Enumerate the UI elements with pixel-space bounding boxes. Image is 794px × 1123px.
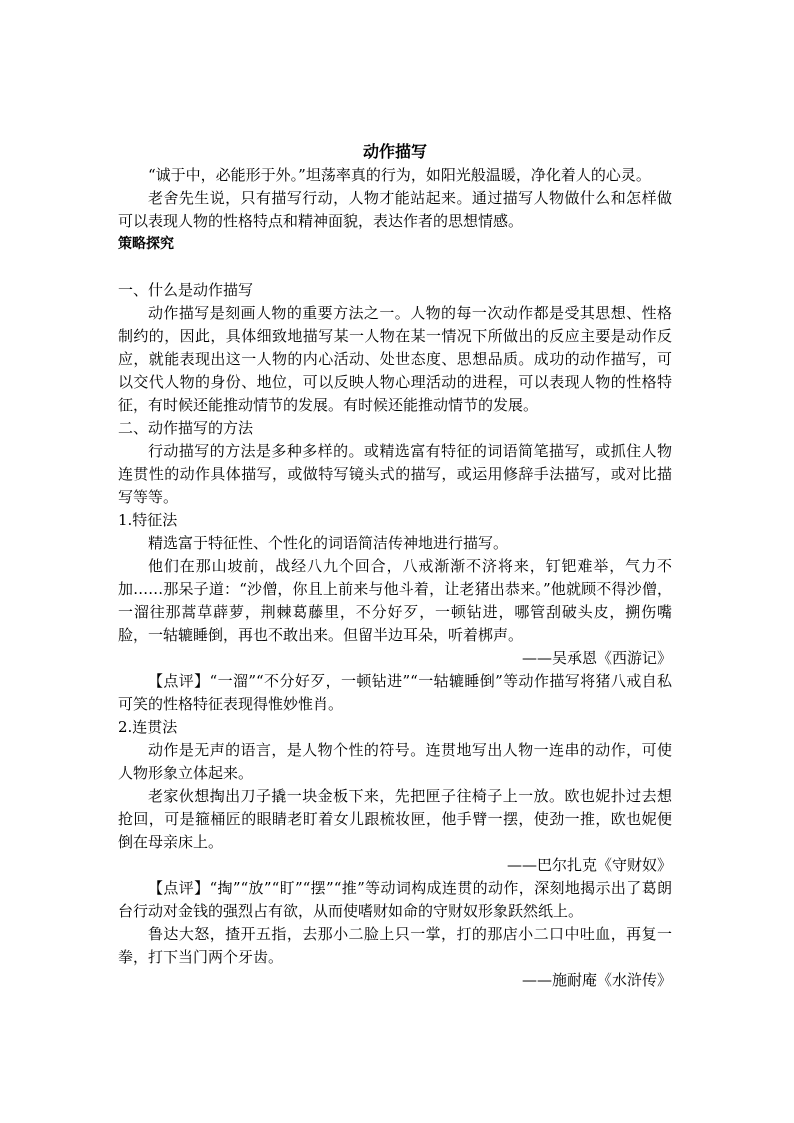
method1-example: 他们在那山坡前，战经八九个回合，八戒渐渐不济将来，钉钯难举，气力不加……那呆子道：“沙僧，你且上前来与他斗着，让老猪出恭来。”他就顾不得沙僧，一溜往那蒿草薜萝，荆棘葛藤里，不分好歹，一顿钻进，哪管刮破头皮，搠伤嘴脸，一轱辘睡倒，再也不敢出来。但留半边耳朵，听着梆声。 (118, 557, 672, 644)
method2-comment: 【点评】“掏”“放”“盯”“摆”“推”等动词构成连贯的动作，深刻地揭示出了葛朗台行动对金钱的强烈占有欲，从而使嗜财如命的守财奴形象跃然纸上。 (118, 879, 672, 920)
document-title: 动作描写 (362, 142, 427, 161)
method2-heading: 2.连贯法 (118, 718, 178, 736)
method2-description: 动作是无声的语言，是人物个性的符号。连贯地写出人物一连串的动作，可使人物形象立体起来。 (118, 741, 672, 782)
method1-heading: 1.特征法 (118, 511, 178, 529)
method1-comment: 【点评】“一溜”“不分好歹，一顿钻进”“一轱辘睡倒”等动作描写将猪八戒自私可笑的性格特征表现得惟妙惟肖。 (118, 672, 672, 713)
document-page (118, 140, 672, 992)
method1-source: ——吴承恩《西游记》 (521, 649, 672, 667)
section2-body: 行动描写的方法是多种多样的。或精选富有特征的词语简笔描写，或抓住人物连贯性的动作具体描写，或做特写镜头式的描写，或运用修辞手法描写，或对比描写等等。 (118, 442, 672, 506)
section1-heading: 一、什么是动作描写 (118, 281, 254, 299)
intro-laoshe-paragraph: 老舍先生说，只有描写行动，人物才能站起来。通过描写人物做什么和怎样做可以表现人物的性格特点和精神面貌，表达作者的思想情感。 (118, 189, 672, 230)
method2-example: 老家伙想掏出刀子撬一块金板下来，先把匣子往椅子上一放。欧也妮扑过去想抢回，可是箍桶匠的眼睛老盯着女儿跟梳妆匣，他手臂一摆，使劲一推，欧也妮便倒在母亲床上。 (118, 787, 672, 851)
method1-description: 精选富于特征性、个性化的词语简洁传神地进行描写。 (148, 534, 509, 552)
blank-line (118, 256, 672, 279)
intro-quote-paragraph: “诚于中，必能形于外。”坦荡率真的行为，如阳光般温暖，净化着人的心灵。 (148, 166, 651, 184)
section2-heading: 二、动作描写的方法 (118, 419, 254, 437)
strategy-heading: 策略探究 (118, 236, 174, 252)
method2-source: ——巴尔扎克《守财奴》 (506, 856, 672, 874)
method2-example2: 鲁达大怒，揸开五指，去那小二脸上只一掌，打的那店小二口中吐血，再复一拳，打下当门两个牙齿。 (118, 925, 672, 966)
method2-source2: ——施耐庵《水浒传》 (521, 971, 672, 989)
section1-body: 动作描写是刻画人物的重要方法之一。人物的每一次动作都是受其思想、性格制约的，因此，具体细致地描写某一人物在某一情况下所做出的反应主要是动作反应，就能表现出这一人物的内心活动、处世态度、思想品质。成功的动作描写，可以交代人物的身份、地位，可以反映人物心理活动的进程，可以表现人物的性格特征，有时候还能推动情节的发展。有时候还能推动情节的发展。 (118, 304, 672, 414)
